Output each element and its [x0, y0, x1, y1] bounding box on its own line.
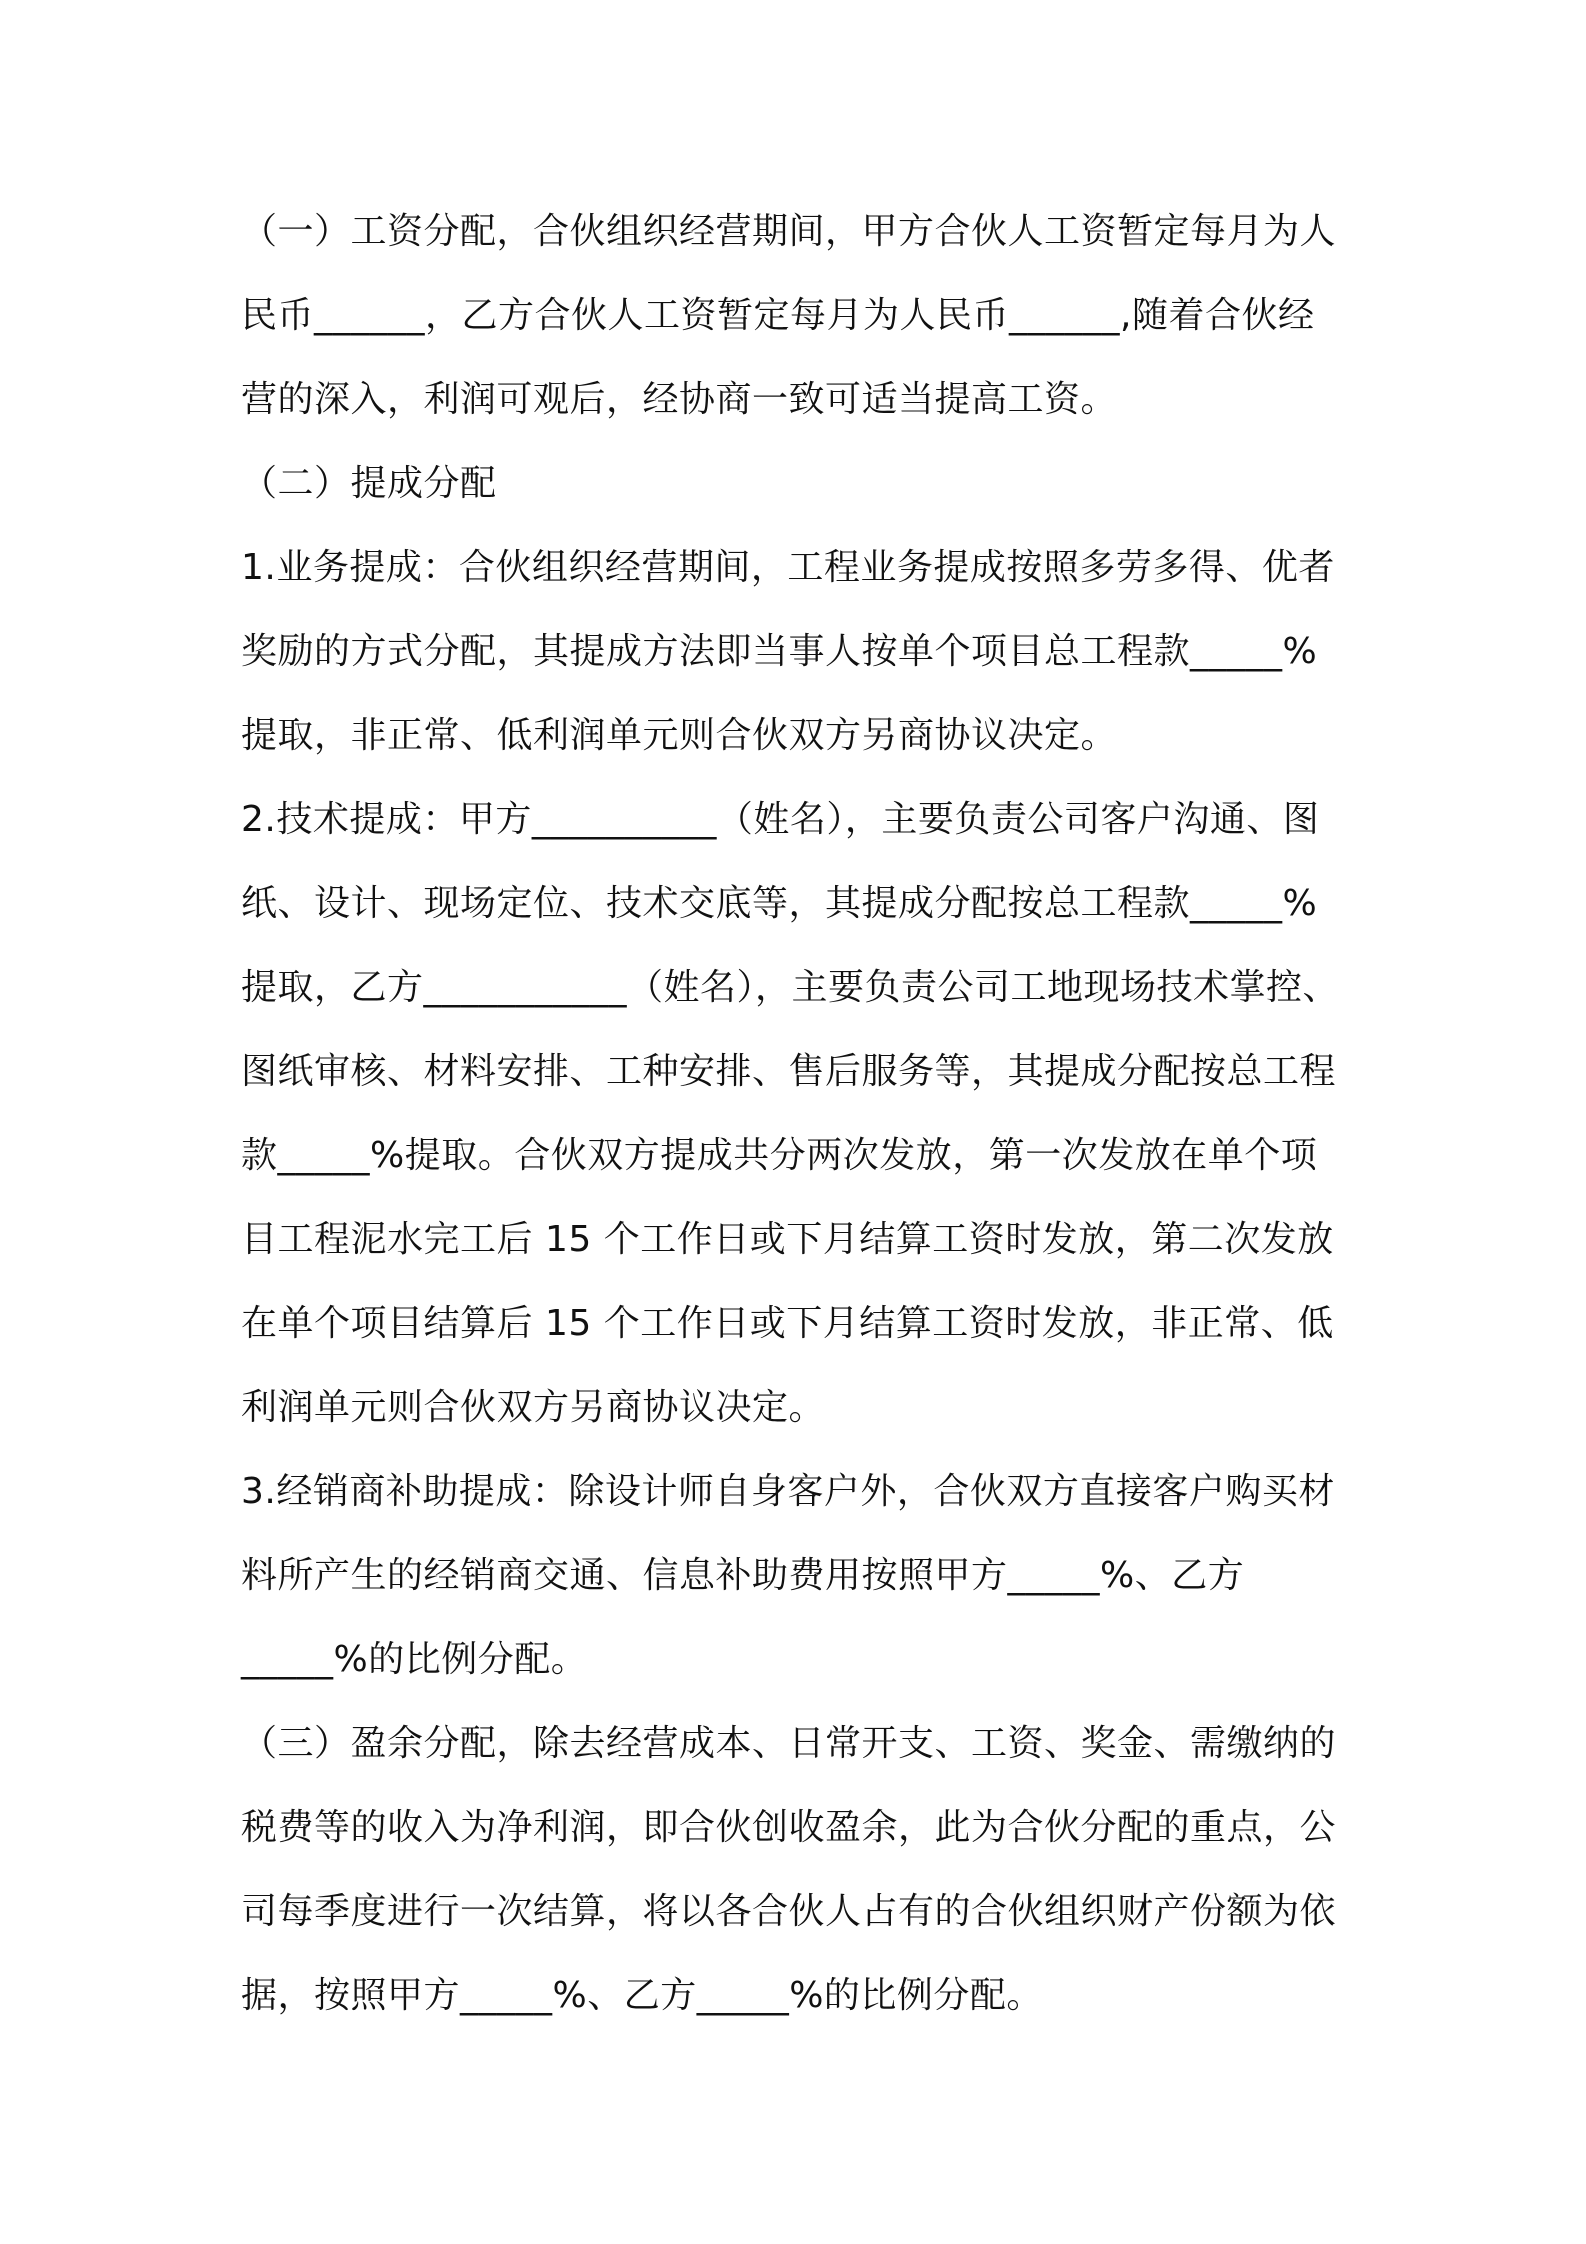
document-body — [241, 190, 1361, 2038]
section-heading: （二）提成分配 — [241, 463, 497, 504]
text-line: 利润单元则合伙双方另商协议决定。 — [241, 1387, 826, 1428]
text-line: 料所产生的经销商交通、信息补助费用按照甲方_____%、乙方 — [241, 1555, 1245, 1596]
text-line: 目工程泥水完工后 15 个工作日或下月结算工资时发放，第二次发放 — [241, 1219, 1334, 1260]
text-line: 提取，非正常、低利润单元则合伙双方另商协议决定。 — [241, 715, 1118, 756]
text-line: 司每季度进行一次结算，将以各合伙人占有的合伙组织财产份额为依 — [241, 1891, 1337, 1932]
text-line: 营的深入，利润可观后，经协商一致可适当提高工资。 — [241, 379, 1118, 420]
text-line: 纸、设计、现场定位、技术交底等，其提成分配按总工程款_____% — [241, 883, 1318, 924]
text-line: （三）盈余分配，除去经营成本、日常开支、工资、奖金、需缴纳的 — [241, 1723, 1337, 1764]
text-line: _____%的比例分配。 — [241, 1639, 588, 1680]
text-line: 3.经销商补助提成：除设计师自身客户外，合伙双方直接客户购买材 — [241, 1471, 1335, 1512]
text-line: 图纸审核、材料安排、工种安排、售后服务等，其提成分配按总工程 — [241, 1051, 1337, 1092]
text-line: 1.业务提成：合伙组织经营期间，工程业务提成按照多劳多得、优者 — [241, 547, 1335, 588]
text-line: （一）工资分配，合伙组织经营期间，甲方合伙人工资暂定每月为人 — [241, 211, 1337, 252]
text-line: 奖励的方式分配，其提成方法即当事人按单个项目总工程款_____% — [241, 631, 1318, 672]
text-line: 据，按照甲方_____%、乙方_____%的比例分配。 — [241, 1975, 1043, 2016]
text-line: 民币______，乙方合伙人工资暂定每月为人民币______,随着合伙经 — [241, 295, 1315, 336]
text-line: 税费等的收入为净利润，即合伙创收盈余，此为合伙分配的重点，公 — [241, 1807, 1337, 1848]
text-line: 2.技术提成：甲方__________（姓名），主要负责公司客户沟通、图 — [241, 799, 1320, 840]
text-line: 提取，乙方___________（姓名），主要负责公司工地现场技术掌控、 — [241, 967, 1340, 1008]
text-line: 款_____%提取。合伙双方提成共分两次发放，第一次发放在单个项 — [241, 1135, 1318, 1176]
text-line: 在单个项目结算后 15 个工作日或下月结算工资时发放，非正常、低 — [241, 1303, 1334, 1344]
